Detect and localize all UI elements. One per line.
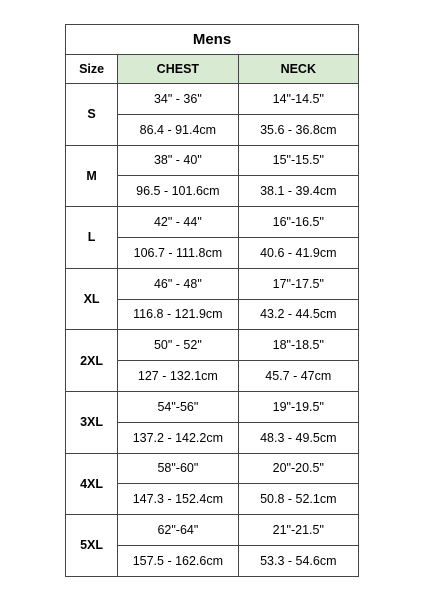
neck-inches: 21"-21.5" [238,515,358,546]
chest-cm: 96.5 - 101.6cm [118,176,238,207]
chest-cm: 157.5 - 162.6cm [118,545,238,576]
size-label: 3XL [66,391,118,453]
header-size: Size [66,55,118,84]
chest-inches: 62"-64" [118,515,238,546]
header-chest: CHEST [118,55,238,84]
chest-inches: 42" - 44" [118,207,238,238]
size-chart-table [65,24,359,577]
neck-inches: 14"-14.5" [238,84,358,115]
neck-inches: 16"-16.5" [238,207,358,238]
size-label: 2XL [66,330,118,392]
table-title-row [66,25,359,55]
chest-cm: 137.2 - 142.2cm [118,422,238,453]
chest-inches: 50" - 52" [118,330,238,361]
chest-cm: 147.3 - 152.4cm [118,484,238,515]
table-row [66,391,359,422]
chest-cm: 127 - 132.1cm [118,361,238,392]
neck-cm: 35.6 - 36.8cm [238,114,358,145]
table-row [66,515,359,546]
chest-cm: 116.8 - 121.9cm [118,299,238,330]
size-label: XL [66,268,118,330]
chest-inches: 34" - 36" [118,84,238,115]
table-title: Mens [66,25,359,55]
size-label: L [66,207,118,269]
neck-cm: 45.7 - 47cm [238,361,358,392]
chest-cm: 86.4 - 91.4cm [118,114,238,145]
table-row [66,453,359,484]
neck-inches: 15"-15.5" [238,145,358,176]
size-label: M [66,145,118,207]
neck-inches: 18"-18.5" [238,330,358,361]
chest-inches: 54"-56" [118,391,238,422]
neck-cm: 43.2 - 44.5cm [238,299,358,330]
table-row [66,84,359,115]
chest-inches: 38" - 40" [118,145,238,176]
size-label: 4XL [66,453,118,515]
size-label: 5XL [66,515,118,577]
neck-inches: 17"-17.5" [238,268,358,299]
neck-cm: 53.3 - 54.6cm [238,545,358,576]
neck-cm: 40.6 - 41.9cm [238,237,358,268]
table-header-row [66,55,359,84]
neck-cm: 50.8 - 52.1cm [238,484,358,515]
header-neck: NECK [238,55,358,84]
chest-inches: 58"-60" [118,453,238,484]
neck-inches: 20"-20.5" [238,453,358,484]
table-row [66,145,359,176]
neck-cm: 38.1 - 39.4cm [238,176,358,207]
size-label: S [66,84,118,146]
neck-inches: 19"-19.5" [238,391,358,422]
table-row [66,268,359,299]
table-row [66,207,359,238]
table-row [66,330,359,361]
chest-inches: 46" - 48" [118,268,238,299]
neck-cm: 48.3 - 49.5cm [238,422,358,453]
chest-cm: 106.7 - 111.8cm [118,237,238,268]
